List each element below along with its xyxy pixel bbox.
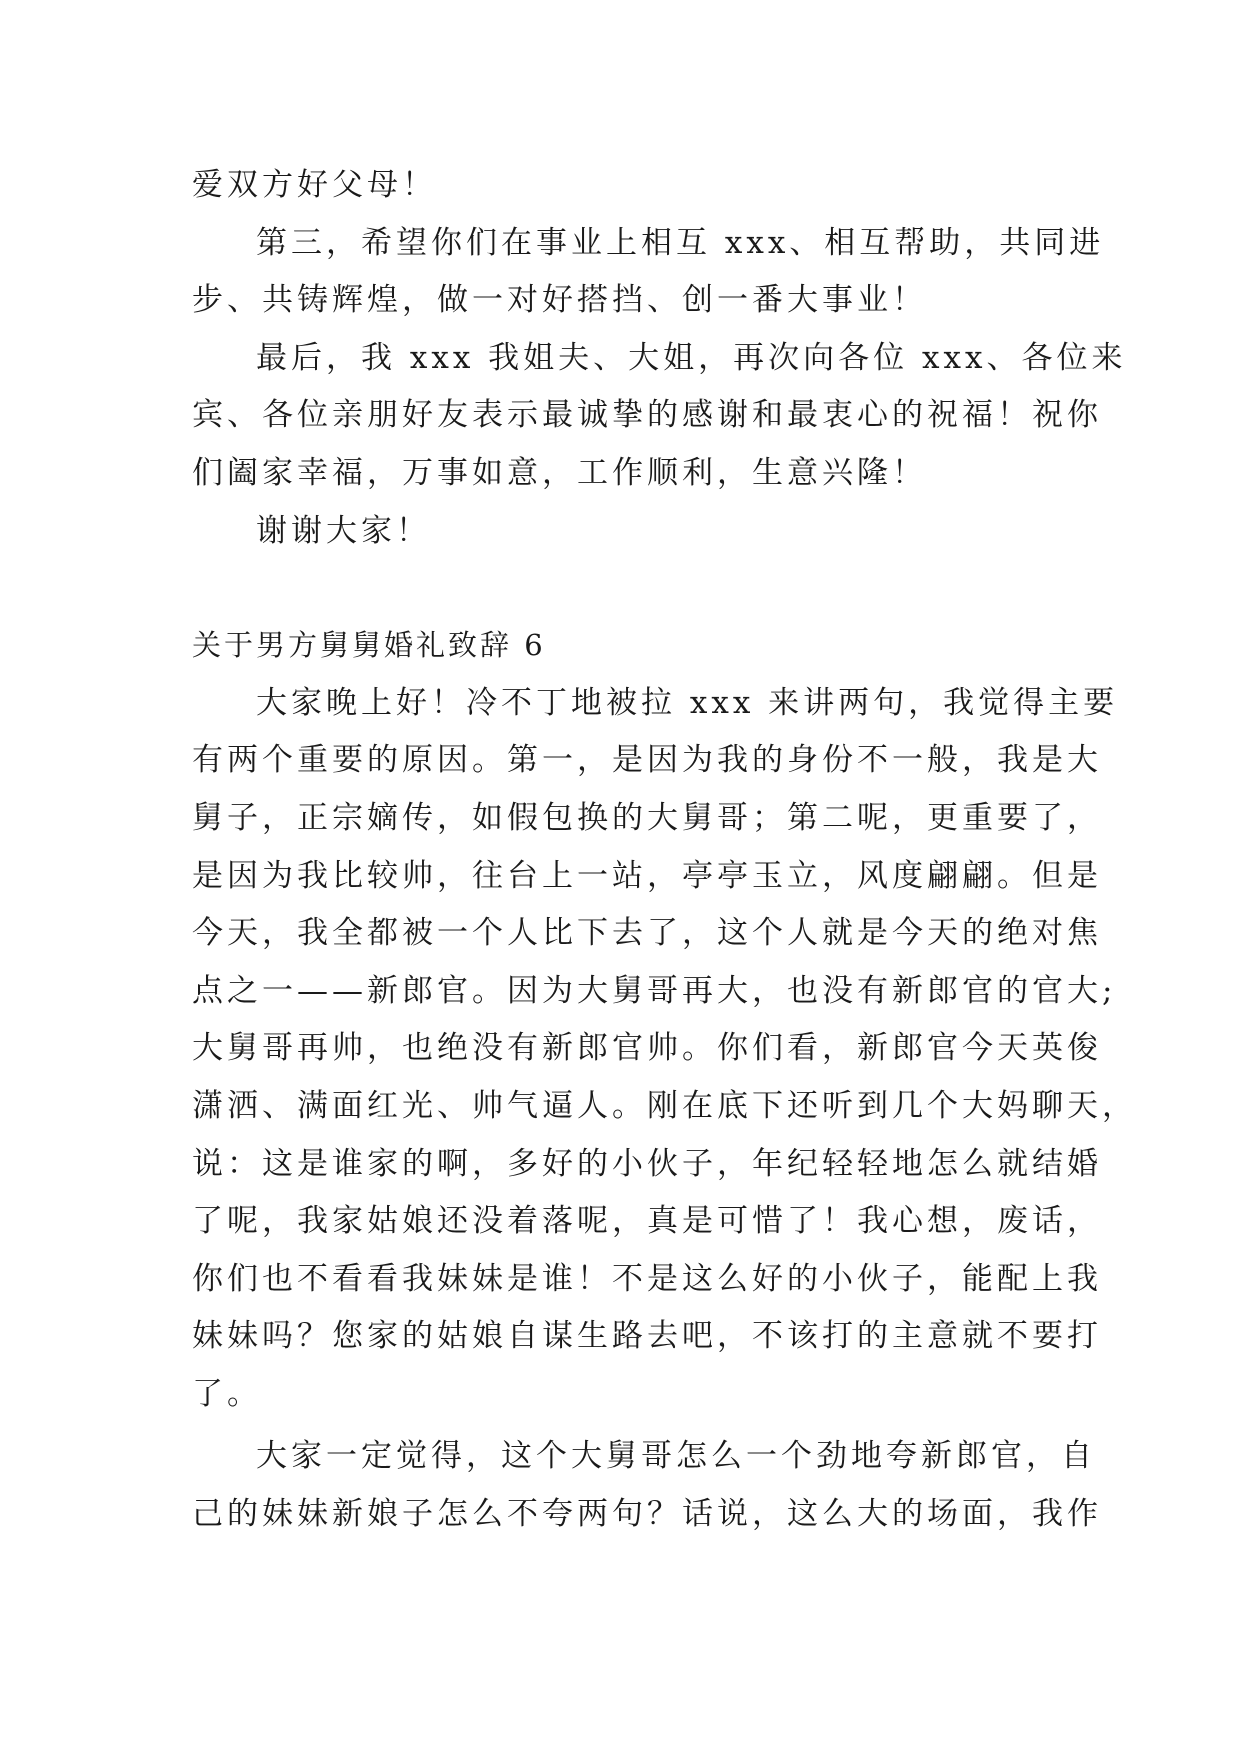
- paragraph-line: 你们也不看看我妹妹是谁！不是这么好的小伙子，能配上我: [192, 1260, 1102, 1297]
- document-body: [192, 157, 1137, 1544]
- paragraph-line: 说：这是谁家的啊，多好的小伙子，年纪轻轻地怎么就结婚: [192, 1145, 1102, 1182]
- paragraph-line: 了呢，我家姑娘还没着落呢，真是可惜了！我心想，废话，: [192, 1203, 1102, 1240]
- paragraph-line: 妹妹吗？您家的姑娘自谋生路去吧，不该打的主意就不要打: [192, 1318, 1102, 1355]
- paragraph-line: 有两个重要的原因。第一，是因为我的身份不一般，我是大: [192, 742, 1102, 779]
- paragraph-line: 们阖家幸福，万事如意，工作顺利，生意兴隆！: [192, 454, 927, 491]
- paragraph-line: 大舅哥再帅，也绝没有新郎官帅。你们看，新郎官今天英俊: [192, 1030, 1102, 1067]
- paragraph-line: 了。: [192, 1375, 262, 1412]
- paragraph-line: 第三，希望你们在事业上相互 xxx、相互帮助，共同进: [256, 224, 1105, 261]
- paragraph-line: 己的妹妹新娘子怎么不夸两句？话说，这么大的场面，我作: [192, 1496, 1102, 1533]
- paragraph-line: 是因为我比较帅，往台上一站，亭亭玉立，风度翩翩。但是: [192, 857, 1102, 894]
- paragraph-line: 大家晚上好！冷不丁地被拉 xxx 来讲两句，我觉得主要: [256, 684, 1119, 721]
- paragraph-line: 潇洒、满面红光、帅气逼人。刚在底下还听到几个大妈聊天，: [192, 1087, 1137, 1124]
- paragraph-line: 最后，我 xxx 我姐夫、大姐，再次向各位 xxx、各位来: [256, 339, 1127, 376]
- section-spacer: [192, 560, 1052, 617]
- paragraph-line: 点之一——新郎官。因为大舅哥再大，也没有新郎官的官大;: [192, 972, 1117, 1009]
- paragraph-line: 爱双方好父母！: [192, 167, 437, 203]
- paragraph-line: 今天，我全都被一个人比下去了，这个人就是今天的绝对焦: [192, 915, 1102, 952]
- paragraph-line: 舅子，正宗嫡传，如假包换的大舅哥；第二呢，更重要了，: [192, 799, 1102, 836]
- section-heading: 关于男方舅舅婚礼致辞 6: [192, 628, 546, 663]
- paragraph-line: 谢谢大家！: [256, 512, 431, 549]
- paragraph-line: 大家一定觉得，这个大舅哥怎么一个劲地夸新郎官，自: [256, 1438, 1096, 1475]
- paragraph-line: 步、共铸辉煌，做一对好搭挡、创一番大事业！: [192, 282, 927, 319]
- paragraph-line: 宾、各位亲朋好友表示最诚挚的感谢和最衷心的祝福！祝你: [192, 397, 1102, 434]
